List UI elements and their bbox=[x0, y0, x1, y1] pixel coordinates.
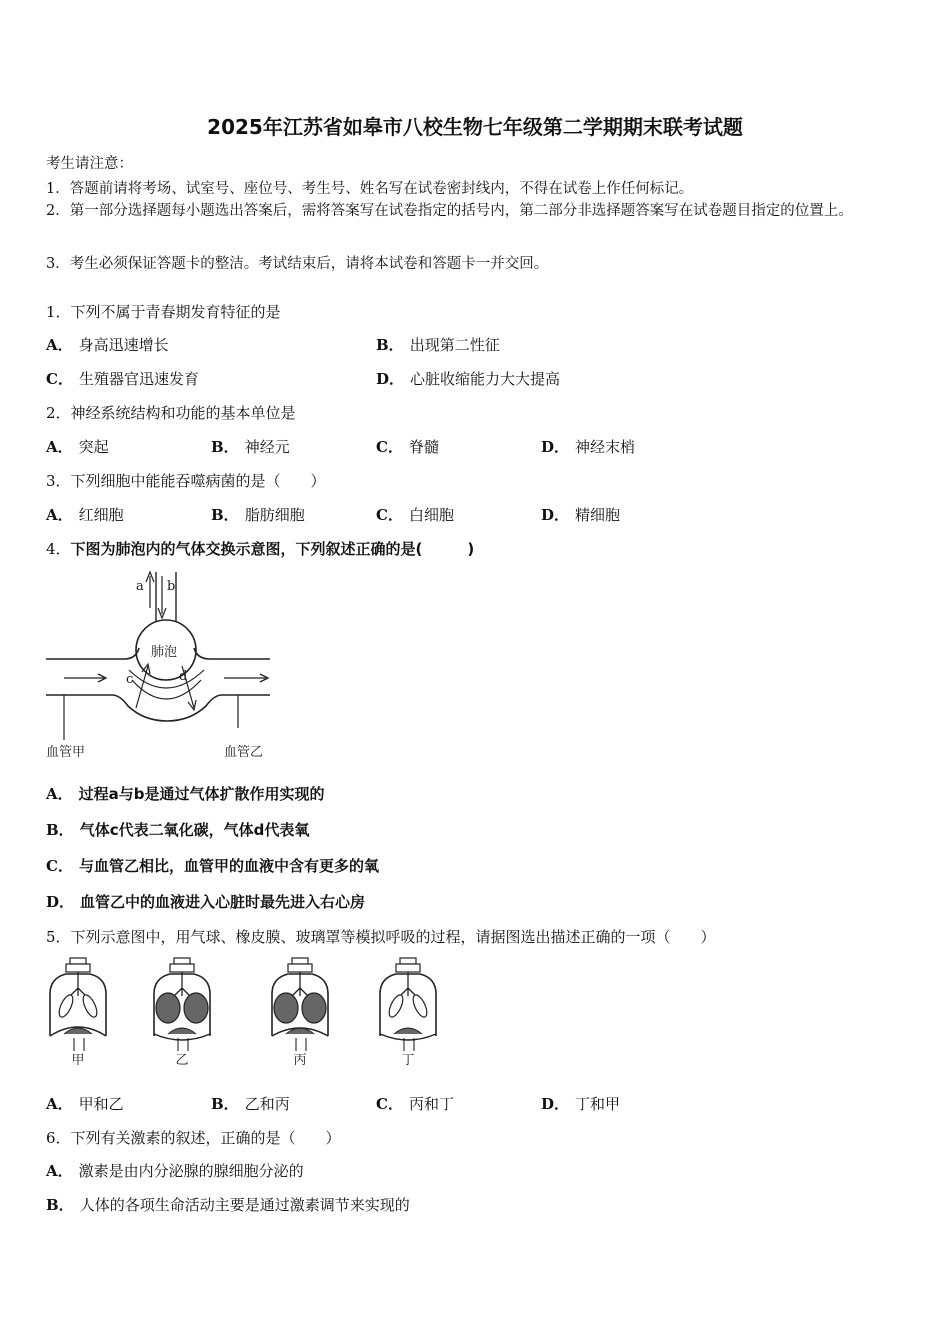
option[interactable]: A． 甲和乙 bbox=[46, 1095, 124, 1113]
label-vessel-2: 血管乙 bbox=[224, 745, 264, 760]
figure-label: 甲 bbox=[71, 1053, 85, 1068]
option[interactable]: B． 脂肪细胞 bbox=[211, 506, 305, 524]
figure-label: 丁 bbox=[401, 1053, 415, 1068]
label-a: a bbox=[136, 579, 144, 594]
notice-item: 3．考生必须保证答题卡的整洁。考试结束后，请将本试卷和答题卡一并交回。 bbox=[46, 256, 549, 272]
page-title: 2025年江苏省如皋市八校生物七年级第二学期期末联考试题 bbox=[207, 115, 743, 139]
option[interactable]: D． 血管乙中的血液进入心脏时最先进入右心房 bbox=[46, 893, 366, 911]
notice-item: 1．答题前请将考场、试室号、座位号、考生号、姓名写在试卷密封线内，不得在试卷上作任何标记。 bbox=[46, 181, 694, 197]
option[interactable]: C． 与血管乙相比，血管甲的血液中含有更多的氧 bbox=[46, 857, 379, 875]
option[interactable]: A． 过程a与b是通过气体扩散作用实现的 bbox=[46, 785, 325, 803]
option[interactable]: C． 生殖器官迅速发育 bbox=[46, 370, 199, 388]
option[interactable]: D． 精细胞 bbox=[541, 506, 621, 524]
option[interactable]: B． 出现第二性征 bbox=[376, 336, 500, 354]
alveolus-gas-exchange-figure bbox=[44, 568, 284, 764]
label-vessel-1: 血管甲 bbox=[46, 745, 86, 760]
label-b: b bbox=[167, 579, 176, 594]
option[interactable]: C． 脊髓 bbox=[376, 438, 439, 456]
figure-label: 丙 bbox=[293, 1053, 307, 1068]
question-stem: 3．下列细胞中能能吞噬病菌的是（ ） bbox=[46, 472, 326, 490]
option[interactable]: D． 神经末梢 bbox=[541, 438, 636, 456]
option[interactable]: A． 激素是由内分泌腺的腺细胞分泌的 bbox=[46, 1162, 304, 1180]
label-c: c bbox=[126, 672, 134, 687]
option[interactable]: D． 心脏收缩能力大大提高 bbox=[376, 370, 561, 388]
question-stem: 5．下列示意图中，用气球、橡皮膜、玻璃罩等模拟呼吸的过程，请据图选出描述正确的一项（ ） bbox=[46, 928, 716, 946]
breathing-model-figure bbox=[44, 956, 454, 1072]
option[interactable]: C． 白细胞 bbox=[376, 506, 454, 524]
question-stem: 2．神经系统结构和功能的基本单位是 bbox=[46, 404, 296, 422]
question-stem: 4．下图为肺泡内的气体交换示意图，下列叙述正确的是( ) bbox=[46, 540, 475, 558]
question-stem: 6．下列有关激素的叙述，正确的是（ ） bbox=[46, 1129, 341, 1147]
option[interactable]: B． 气体c代表二氧化碳，气体d代表氧 bbox=[46, 821, 310, 839]
option[interactable]: B． 人体的各项生命活动主要是通过激素调节来实现的 bbox=[46, 1196, 410, 1214]
option[interactable]: B． 乙和丙 bbox=[211, 1095, 290, 1113]
option[interactable]: D． 丁和甲 bbox=[541, 1095, 621, 1113]
label-alveolus: 肺泡 bbox=[151, 645, 178, 660]
option[interactable]: A． 突起 bbox=[46, 438, 109, 456]
option[interactable]: A． 红细胞 bbox=[46, 506, 124, 524]
option[interactable]: C． 丙和丁 bbox=[376, 1095, 454, 1113]
option[interactable]: B． 神经元 bbox=[211, 438, 290, 456]
question-stem: 1．下列不属于青春期发育特征的是 bbox=[46, 303, 281, 321]
figure-label: 乙 bbox=[175, 1053, 189, 1068]
notice-item: 2．第一部分选择题每小题选出答案后，需将答案写在试卷指定的括号内，第二部分非选择题答案写在试卷题目指定的位置上。 bbox=[46, 203, 853, 219]
option[interactable]: A． 身高迅速增长 bbox=[46, 336, 169, 354]
label-d: d bbox=[179, 669, 188, 684]
notice-header: 考生请注意： bbox=[46, 156, 133, 172]
